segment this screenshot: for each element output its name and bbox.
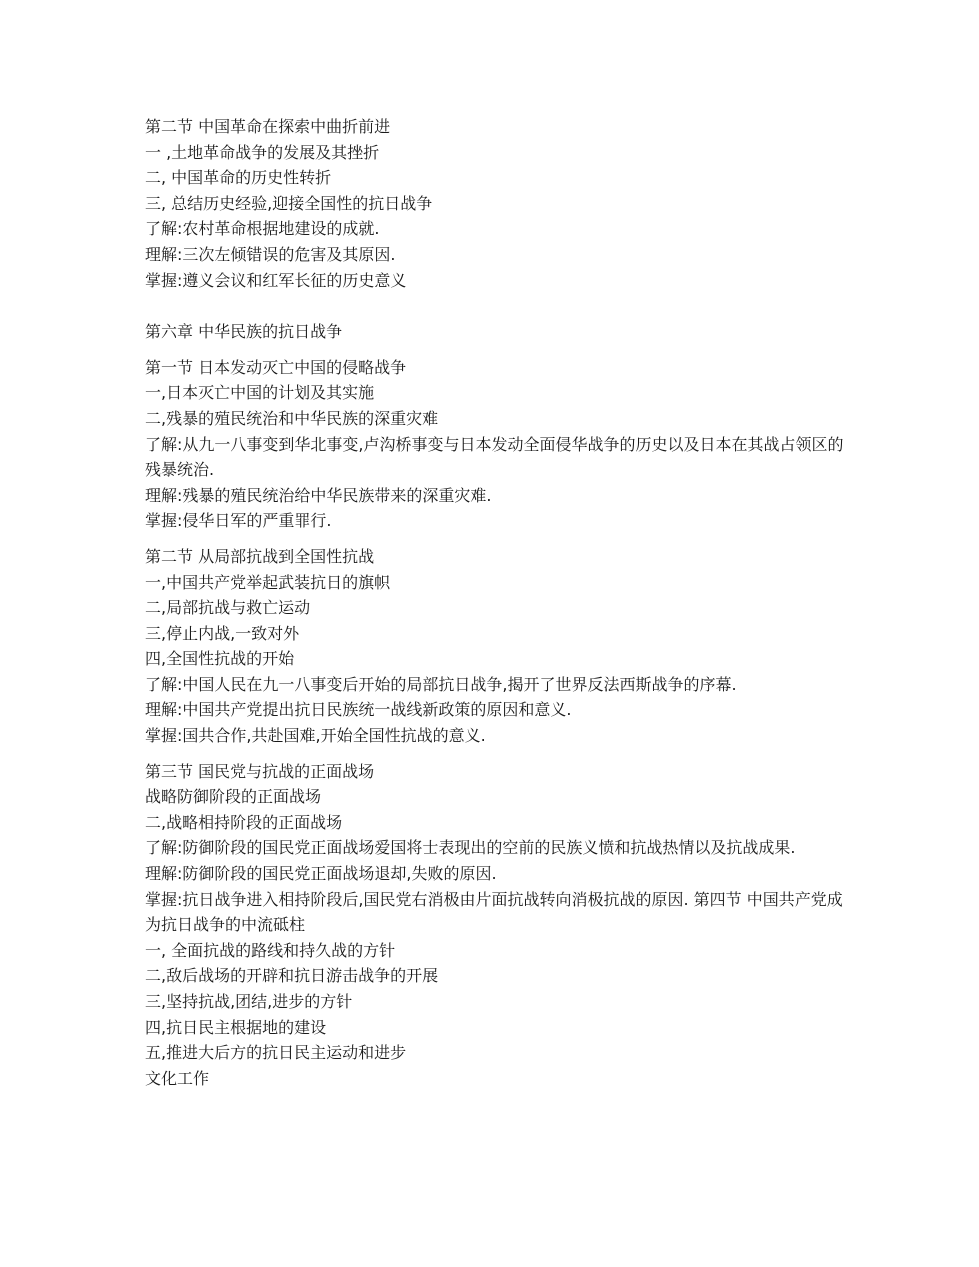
master-text: 掌握:抗日战争进入相持阶段后,国民党右消极由片面抗战转向消极抗战的原因. 第四节 中国共产党成为抗日战争的中流砥柱 <box>145 889 843 935</box>
understand-text: 了解:中国人民在九一八事变后开始的局部抗日战争,揭开了世界反法西斯战争的序幕. <box>145 674 737 694</box>
section-title: 第三节 国民党与抗战的正面战场 <box>145 761 375 781</box>
list-item: 一,日本灭亡中国的计划及其实施 <box>145 383 375 403</box>
list-item: 三,停止内战,一致对外 <box>145 623 300 643</box>
section-title: 第二节 中国革命在探索中曲折前进 <box>145 117 391 136</box>
comprehend-text: 理解:防御阶段的国民党正面战场退却,失败的原因. <box>145 864 497 884</box>
understand-text: 了解:农村革命根据地建设的成就. <box>145 219 380 239</box>
list-item: 文化工作 <box>145 1068 210 1088</box>
comprehend-text: 理解:残暴的殖民统治给中华民族带来的深重灾难. <box>145 485 492 505</box>
list-item: 一 ,土地革命战争的发展及其挫折 <box>145 142 380 162</box>
list-item: 二,敌后战场的开辟和抗日游击战争的开展 <box>145 966 439 986</box>
comprehend-text: 理解:三次左倾错误的危害及其原因. <box>145 244 396 264</box>
master-text: 掌握:国共合作,共赴国难,开始全国性抗战的意义. <box>145 726 486 746</box>
document-page <box>145 114 845 1091</box>
list-item: 战略防御阶段的正面战场 <box>145 787 322 807</box>
comprehend-text: 理解:中国共产党提出抗日民族统一战线新政策的原因和意义. <box>145 700 572 720</box>
chapter-title: 第六章 中华民族的抗日战争 <box>145 322 343 342</box>
master-text: 掌握:遵义会议和红军长征的历史意义 <box>145 270 407 290</box>
master-text: 掌握:侵华日军的严重罪行. <box>145 511 332 531</box>
list-item: 二,残暴的殖民统治和中华民族的深重灾难 <box>145 408 439 428</box>
section-title: 第一节 日本发动灭亡中国的侵略战争 <box>145 357 407 377</box>
understand-text: 了解:从九一八事变到华北事变,卢沟桥事变与日本发动全面侵华战争的历史以及日本在其战占领区的残暴统治. <box>145 434 844 480</box>
list-item: 五,推进大后方的抗日民主运动和进步 <box>145 1043 407 1063</box>
list-item: 二, 中国革命的历史性转折 <box>145 168 332 188</box>
list-item: 一,中国共产党举起武装抗日的旗帜 <box>145 572 391 592</box>
section-title: 第二节 从局部抗战到全国性抗战 <box>145 546 375 566</box>
list-item: 二,战略相持阶段的正面战场 <box>145 812 343 832</box>
list-item: 四,全国性抗战的开始 <box>145 649 295 669</box>
understand-text: 了解:防御阶段的国民党正面战场爱国将士表现出的空前的民族义愤和抗战热情以及抗战成果. <box>145 838 796 858</box>
list-item: 三,坚持抗战,团结,进步的方针 <box>145 992 353 1011</box>
list-item: 三, 总结历史经验,迎接全国性的抗日战争 <box>145 193 433 213</box>
list-item: 一, 全面抗战的路线和持久战的方针 <box>145 940 396 960</box>
list-item: 二,局部抗战与救亡运动 <box>145 598 311 618</box>
list-item: 四,抗日民主根据地的建设 <box>145 1017 327 1037</box>
